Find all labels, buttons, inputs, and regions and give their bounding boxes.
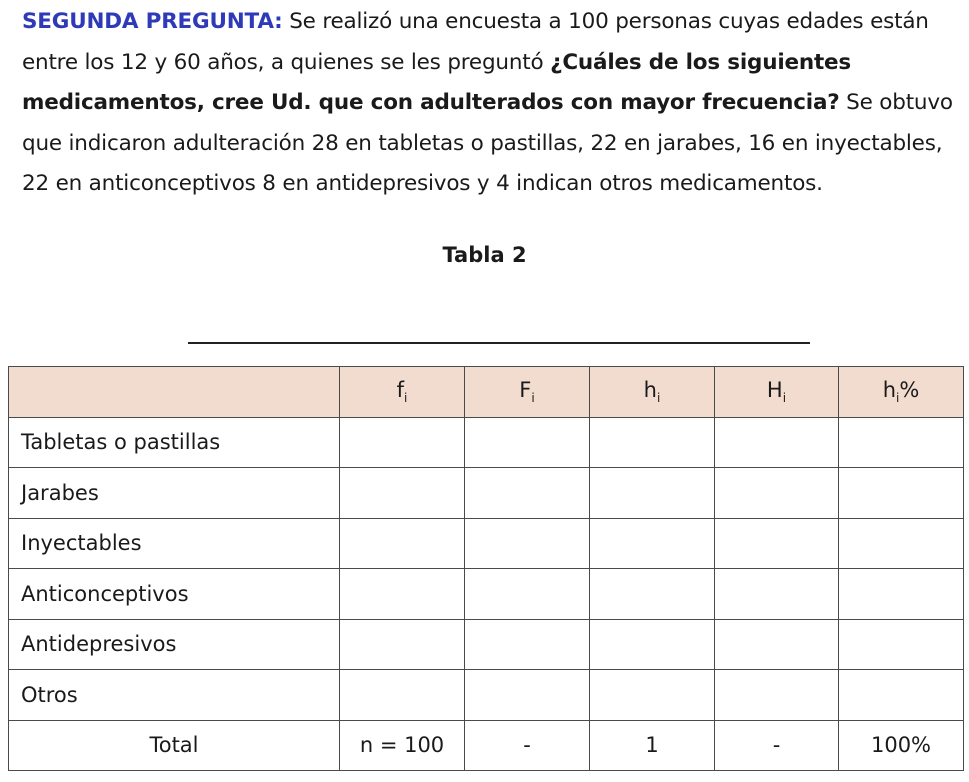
total-Fi: - xyxy=(465,720,590,771)
table-row xyxy=(9,619,964,670)
table-row xyxy=(9,670,964,721)
cell-Fi[interactable] xyxy=(465,619,590,670)
cell-Fi[interactable] xyxy=(465,468,590,519)
cell-Hi[interactable] xyxy=(715,670,839,721)
cell-fi[interactable] xyxy=(340,518,465,569)
table-row xyxy=(9,569,964,620)
total-fi: n = 100 xyxy=(340,720,465,771)
header-hi: $h_i$ xyxy=(590,367,715,418)
cell-hi[interactable] xyxy=(590,417,715,468)
question-results: Se obtuvo que indicaron adulteración 28 en tabletas o pastillas, 22 en jarabes, 16 en inyectables, 22 en anticonceptivos 8 en antidepresivos y 4 indican otros medicamentos. xyxy=(22,90,953,197)
cell-Fi[interactable] xyxy=(465,569,590,620)
row-label: Antidepresivos xyxy=(9,619,340,670)
table-caption: Tabla 2 xyxy=(442,243,527,267)
cell-hi-percent[interactable] xyxy=(839,569,964,620)
total-row xyxy=(9,720,964,771)
cell-Fi[interactable] xyxy=(465,417,590,468)
question-paragraph xyxy=(22,2,962,205)
cell-Hi[interactable] xyxy=(715,518,839,569)
row-label: Jarabes xyxy=(9,468,340,519)
question-intro: Se realizó una encuesta a 100 personas cuyas edades están entre los 12 y 60 años, a quienes se les preguntó xyxy=(22,9,929,75)
total-hi: 1 xyxy=(590,720,715,771)
row-label: Inyectables xyxy=(9,518,340,569)
cell-hi-percent[interactable] xyxy=(839,619,964,670)
table-row xyxy=(9,468,964,519)
cell-fi[interactable] xyxy=(340,670,465,721)
header-Hi: $H_i$ xyxy=(715,367,839,418)
header-row xyxy=(9,367,964,418)
cell-hi[interactable] xyxy=(590,518,715,569)
cell-Hi[interactable] xyxy=(715,569,839,620)
cell-fi[interactable] xyxy=(340,417,465,468)
cell-hi-percent[interactable] xyxy=(839,468,964,519)
table-row xyxy=(9,417,964,468)
cell-hi[interactable] xyxy=(590,619,715,670)
cell-fi[interactable] xyxy=(340,569,465,620)
question-text: ¿Cuáles de los siguientes medicamentos, cree Ud. que con adulterados con mayor frecuencia? xyxy=(22,49,852,116)
answer-line xyxy=(188,342,810,344)
question-label: SEGUNDA PREGUNTA: xyxy=(22,9,283,34)
row-label: Otros xyxy=(9,670,340,721)
cell-fi[interactable] xyxy=(340,619,465,670)
cell-hi-percent[interactable] xyxy=(839,670,964,721)
total-hi-percent: 100% xyxy=(839,720,964,771)
cell-Fi[interactable] xyxy=(465,670,590,721)
cell-hi[interactable] xyxy=(590,670,715,721)
row-label: Tabletas o pastillas xyxy=(9,417,340,468)
header-fi: $f_i$ xyxy=(340,367,465,418)
cell-hi[interactable] xyxy=(590,468,715,519)
cell-Fi[interactable] xyxy=(465,518,590,569)
table-row xyxy=(9,518,964,569)
cell-hi-percent[interactable] xyxy=(839,518,964,569)
cell-Hi[interactable] xyxy=(715,417,839,468)
header-corner-cell xyxy=(9,367,340,418)
cell-hi-percent[interactable] xyxy=(839,417,964,468)
header-Fi: $F_i$ xyxy=(465,367,590,418)
cell-Hi[interactable] xyxy=(715,468,839,519)
total-label: Total xyxy=(9,720,340,771)
total-Hi: - xyxy=(715,720,839,771)
cell-Hi[interactable] xyxy=(715,619,839,670)
frequency-table xyxy=(8,366,964,771)
cell-fi[interactable] xyxy=(340,468,465,519)
cell-hi[interactable] xyxy=(590,569,715,620)
row-label: Anticonceptivos xyxy=(9,569,340,620)
header-hi-percent: $h_i\%$ xyxy=(839,367,964,418)
